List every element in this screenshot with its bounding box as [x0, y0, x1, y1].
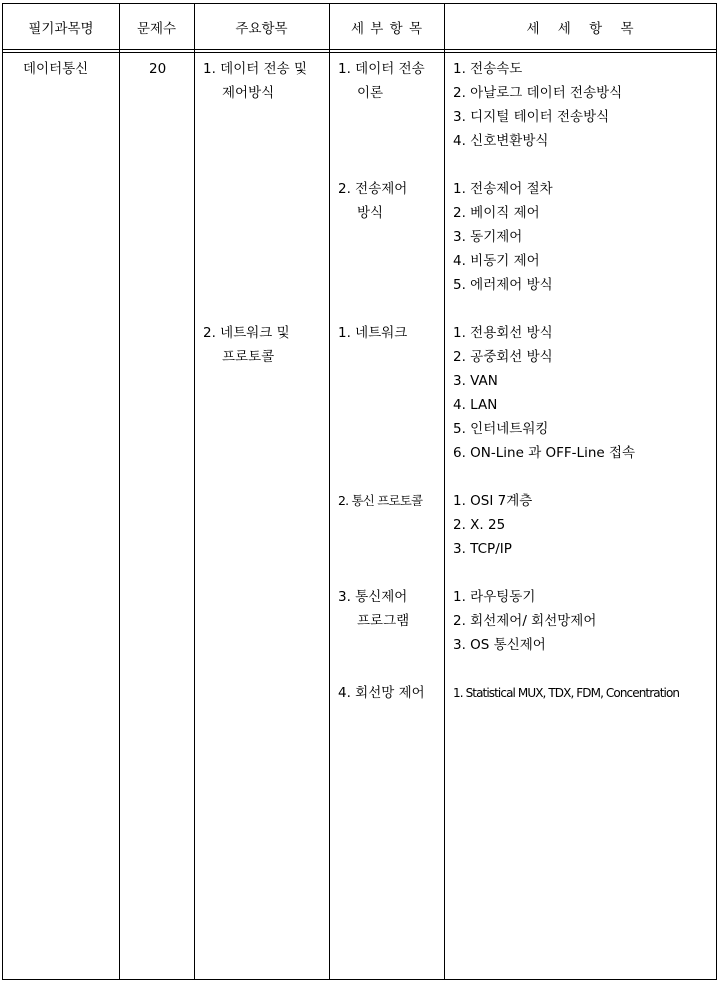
main-item-2-line-2: 프로토콜 [222, 349, 275, 365]
sub-item-2-3-line-2: 프로그램 [357, 613, 410, 629]
column-divider [444, 4, 445, 979]
detail-item: 4. 비동기 제어 [453, 253, 540, 269]
header-count: 문제수 [136, 20, 177, 37]
detail-list-1-2 [453, 177, 553, 297]
detail-item: 3. TCP/IP [453, 541, 512, 557]
sub-item-2-2-line-1: 2. 통신 프로토콜 [338, 493, 423, 508]
detail-item: 4. 신호변환방식 [453, 133, 549, 149]
detail-item: 1. 전송제어 절차 [453, 181, 553, 197]
header-main-item: 주요항목 [235, 20, 288, 37]
sub-item-1-1-line-1: 1. 데이터 전송 [338, 61, 425, 77]
detail-item: 6. ON-Line 과 OFF-Line 접속 [453, 445, 636, 461]
detail-list-2-2 [453, 489, 532, 561]
detail-item: 1. 라우팅동기 [453, 589, 536, 605]
detail-item: 3. 디지털 테이터 전송방식 [453, 109, 610, 125]
detail-item: 3. 동기제어 [453, 229, 523, 245]
sub-item-2-1-line-1: 1. 네트워크 [338, 325, 408, 341]
detail-list-2-4 [453, 681, 679, 705]
column-divider [194, 4, 195, 979]
column-divider [329, 4, 330, 979]
detail-item: 1. 전송속도 [453, 61, 523, 77]
header-subject: 필기과목명 [28, 20, 94, 37]
detail-item: 2. X. 25 [453, 517, 506, 533]
question-count: 20 [149, 61, 167, 77]
header-detail-item: 세 세 항 목 [526, 20, 634, 37]
main-item-1-line-2: 제어방식 [222, 85, 275, 101]
detail-item: 1. Statistical MUX, TDX, FDM, Concentration [453, 686, 680, 700]
main-item-2-line-1: 2. 네트워크 및 [203, 325, 290, 341]
sub-item-1-2-line-1: 2. 전송제어 [338, 181, 408, 197]
detail-list-2-1 [453, 321, 635, 465]
main-item-1-line-1: 1. 데이터 전송 및 [203, 61, 307, 77]
subject-name: 데이터통신 [23, 61, 89, 77]
syllabus-table [2, 3, 717, 980]
detail-item: 2. 아날로그 데이터 전송방식 [453, 85, 623, 101]
detail-item: 3. OS 통신제어 [453, 637, 546, 653]
detail-list-1-1 [453, 57, 622, 153]
detail-item: 1. 전용회선 방식 [453, 325, 553, 341]
sub-item-2-3-line-1: 3. 통신제어 [338, 589, 408, 605]
detail-item: 5. 에러제어 방식 [453, 277, 553, 293]
sub-item-1-2-line-2: 방식 [357, 205, 384, 221]
detail-list-2-3 [453, 585, 596, 657]
detail-item: 3. VAN [453, 373, 498, 389]
header-sub-item: 세 부 항 목 [350, 20, 423, 37]
detail-item: 2. 베이직 제어 [453, 205, 540, 221]
detail-item: 4. LAN [453, 397, 498, 413]
detail-item: 1. OSI 7계층 [453, 493, 533, 509]
detail-item: 2. 공중회선 방식 [453, 349, 553, 365]
detail-item: 5. 인터네트워킹 [453, 421, 549, 437]
header-divider [3, 49, 716, 50]
detail-item: 2. 회선제어/ 회선망제어 [453, 613, 597, 629]
sub-item-2-4-line-1: 4. 회선망 제어 [338, 685, 425, 701]
sub-item-1-1-line-2: 이론 [357, 85, 384, 101]
header-divider [3, 52, 716, 53]
column-divider [119, 4, 120, 979]
